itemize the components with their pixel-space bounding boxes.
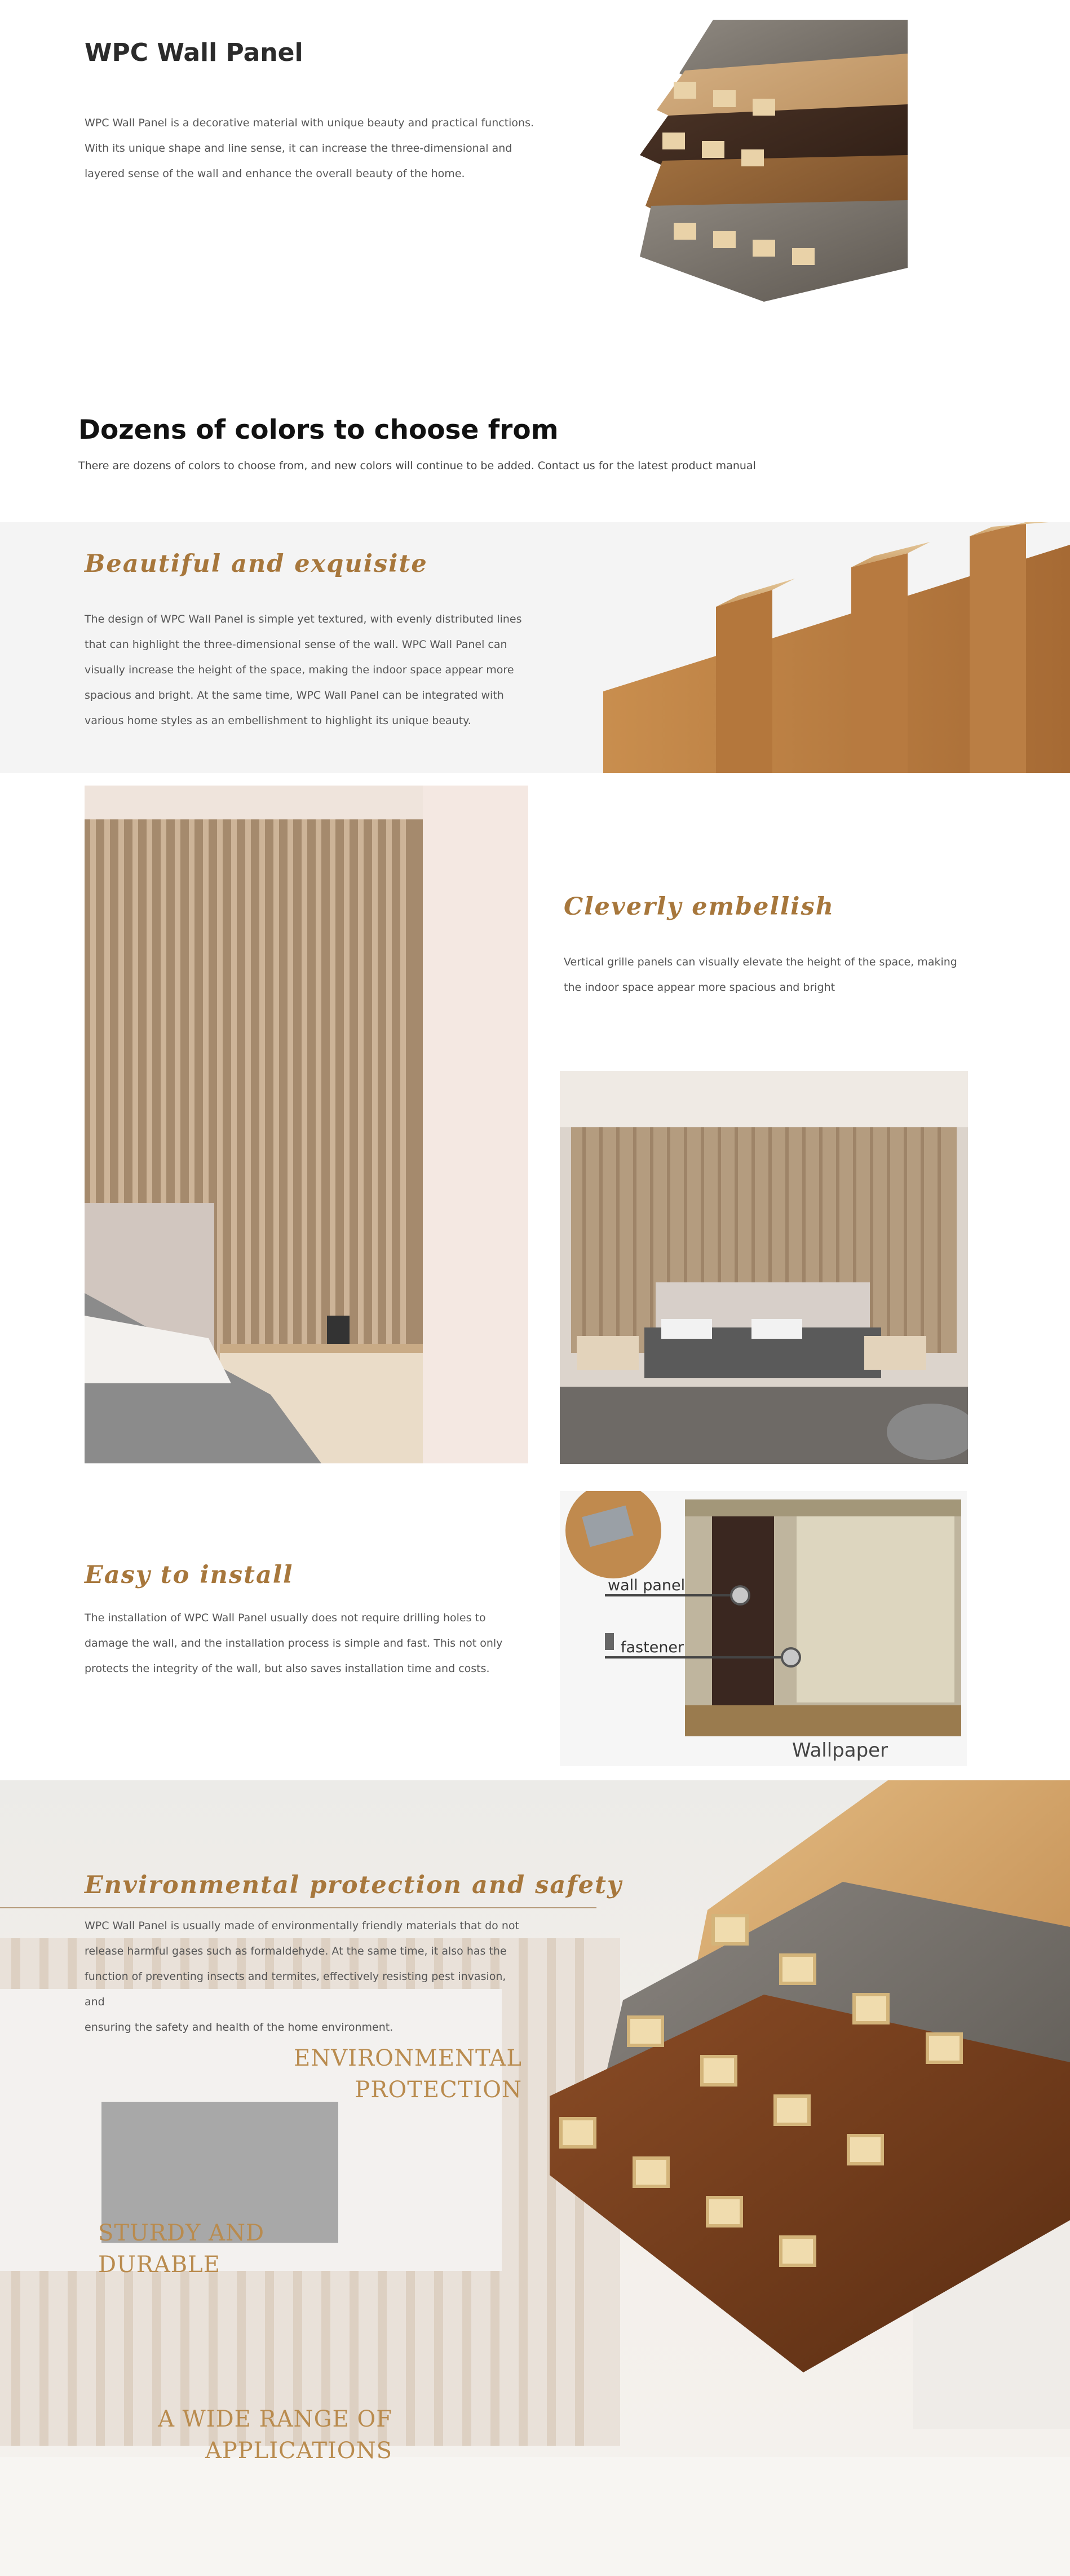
- cleverly-line: Vertical grille panels can visually elevate the height of the space, making: [564, 956, 957, 968]
- beautiful-line: various home styles as an embellishment to highlight its unique beauty.: [85, 714, 471, 727]
- bedroom-closeup-image: [85, 786, 528, 1463]
- divider: [0, 1907, 596, 1908]
- environmental-heading: Environmental protection and safety: [85, 1871, 622, 1899]
- install-heading: Easy to install: [85, 1561, 294, 1589]
- intro-line: With its unique shape and line sense, it can increase the three-dimensional and: [85, 142, 512, 155]
- intro-line: WPC Wall Panel is a decorative material with unique beauty and practical functions.: [85, 117, 534, 129]
- feature-environmental: [184, 2043, 522, 2106]
- colors-description: There are dozens of colors to choose from, and new colors will continue to be added. Contact us for the latest product manual: [78, 460, 756, 472]
- label-wallpaper: Wallpaper: [792, 1739, 888, 1762]
- intro-line: layered sense of the wall and enhance the overall beauty of the home.: [85, 167, 465, 180]
- install-diagram: [560, 1491, 967, 1766]
- feature-line: PROTECTION: [355, 2077, 522, 2103]
- product-stack-image: [640, 20, 908, 302]
- cleverly-heading: Cleverly embellish: [564, 893, 834, 921]
- beautiful-line: visually increase the height of the space, making the indoor space appear more: [85, 664, 514, 676]
- feature-sturdy: [98, 2217, 264, 2281]
- cleverly-description: [564, 950, 970, 1000]
- feature-line: APPLICATIONS: [205, 2438, 392, 2464]
- feature-line: A WIDE RANGE OF: [158, 2406, 392, 2432]
- install-line: The installation of WPC Wall Panel usually does not require drilling holes to: [85, 1612, 486, 1624]
- environmental-line: release harmful gases such as formaldehyde. At the same time, it also has the: [85, 1945, 507, 1957]
- bedroom-wide-image: [560, 1071, 968, 1464]
- feature-line: DURABLE: [98, 2252, 220, 2278]
- feature-applications: [150, 2403, 392, 2467]
- label-fastener: fastener: [621, 1639, 684, 1656]
- environmental-line: WPC Wall Panel is usually made of environmentally friendly materials that do not: [85, 1920, 519, 1932]
- environmental-description: [85, 1913, 524, 2040]
- label-wall-panel: wall panel: [608, 1577, 686, 1594]
- install-line: protects the integrity of the wall, but also saves installation time and costs.: [85, 1662, 490, 1675]
- product-stack-large-image: [550, 1780, 1070, 2372]
- environmental-line: function of preventing insects and termites, effectively resisting pest invasion, and: [85, 1970, 506, 2008]
- beautiful-line: The design of WPC Wall Panel is simple yet textured, with evenly distributed lines: [85, 613, 522, 625]
- page-title: WPC Wall Panel: [85, 38, 303, 67]
- install-line: damage the wall, and the installation process is simple and fast. This not only: [85, 1637, 503, 1649]
- beautiful-heading: Beautiful and exquisite: [85, 550, 428, 578]
- cleverly-line: the indoor space appear more spacious and bright: [564, 981, 835, 994]
- beautiful-description: [85, 607, 536, 734]
- environmental-line: ensuring the safety and health of the home environment.: [85, 2021, 393, 2034]
- feature-line: STURDY AND: [98, 2220, 265, 2246]
- feature-line: ENVIRONMENTAL: [294, 2045, 522, 2071]
- beautiful-line: spacious and bright. At the same time, WPC Wall Panel can be integrated with: [85, 689, 504, 702]
- install-description: [85, 1605, 524, 1682]
- intro-description: [85, 111, 536, 187]
- colors-heading: Dozens of colors to choose from: [78, 414, 559, 445]
- beautiful-line: that can highlight the three-dimensional sense of the wall. WPC Wall Panel can: [85, 638, 507, 651]
- panel-closeup-image: [603, 522, 1070, 773]
